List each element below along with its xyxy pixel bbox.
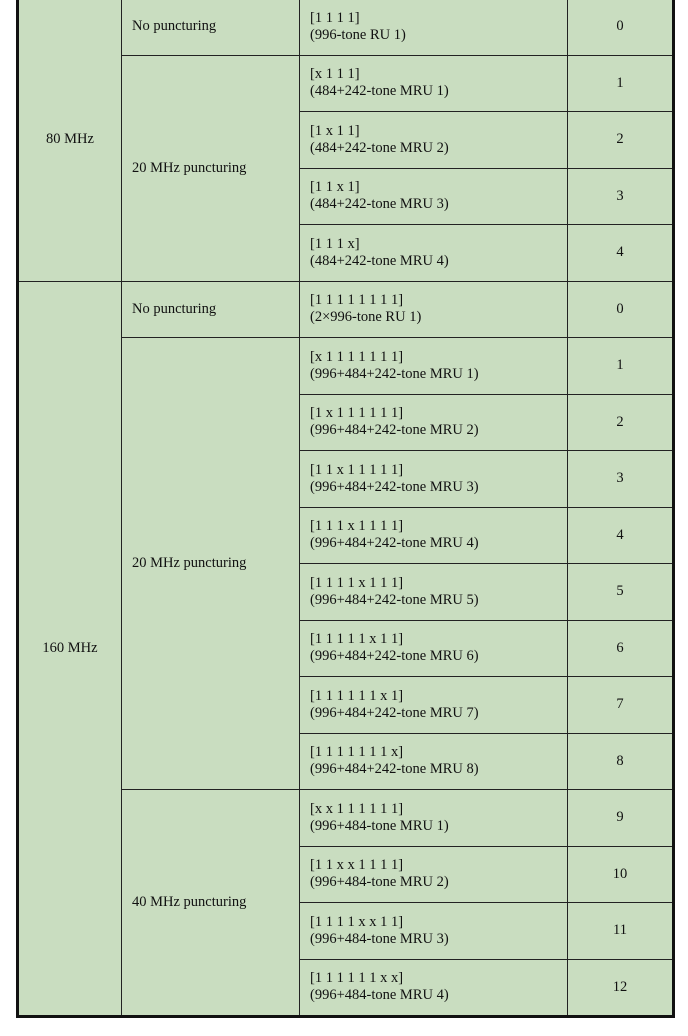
index-cell: 3 (568, 451, 674, 508)
index-cell: 5 (568, 564, 674, 621)
bandwidth-cell: 160 MHz (18, 281, 122, 1017)
puncturing-pattern-cell (300, 0, 568, 55)
ru-mru-label: (996+484+242-tone MRU 1) (310, 365, 479, 382)
index-cell: 10 (568, 846, 674, 903)
pattern-bitmap: [1 1 1 1] (310, 9, 360, 26)
pattern-bitmap: [1 1 x 1 1 1 1 1] (310, 461, 404, 478)
puncturing-pattern-cell (300, 564, 568, 621)
index-cell: 8 (568, 733, 674, 790)
ru-mru-label: (2×996-tone RU 1) (310, 309, 422, 326)
pattern-bitmap: [1 1 x 1] (310, 179, 360, 196)
index-cell: 2 (568, 112, 674, 169)
index-cell: 7 (568, 677, 674, 734)
puncturing-mode-cell: No puncturing (122, 0, 300, 55)
ru-mru-label: (996+484-tone MRU 2) (310, 874, 449, 891)
puncturing-pattern-cell (300, 507, 568, 564)
puncturing-pattern-cell (300, 620, 568, 677)
pattern-bitmap: [1 1 1 1 1 1 1 1] (310, 292, 404, 309)
pattern-bitmap: [1 x 1 1] (310, 122, 360, 139)
table-body (18, 0, 674, 1017)
index-cell: 4 (568, 225, 674, 282)
pattern-bitmap: [1 1 x x 1 1 1 1] (310, 857, 404, 874)
index-cell: 11 (568, 903, 674, 960)
puncturing-pattern-cell (300, 959, 568, 1017)
pattern-bitmap: [1 1 1 1 x 1 1 1] (310, 574, 404, 591)
pattern-bitmap: [x 1 1 1 1 1 1 1] (310, 348, 404, 365)
ru-mru-label: (996+484+242-tone MRU 3) (310, 478, 479, 495)
puncturing-mode-cell: 20 MHz puncturing (122, 338, 300, 790)
puncturing-pattern-cell (300, 112, 568, 169)
ru-mru-label: (996+484+242-tone MRU 4) (310, 535, 479, 552)
puncturing-pattern-cell (300, 451, 568, 508)
ru-mru-label: (996+484+242-tone MRU 8) (310, 761, 479, 778)
puncturing-pattern-cell (300, 733, 568, 790)
puncturing-pattern-cell (300, 790, 568, 847)
puncturing-pattern-cell (300, 225, 568, 282)
puncturing-pattern-cell (300, 55, 568, 112)
index-cell: 3 (568, 168, 674, 225)
ru-mru-label: (996+484+242-tone MRU 2) (310, 422, 479, 439)
ru-mru-label: (484+242-tone MRU 4) (310, 252, 449, 269)
index-cell: 9 (568, 790, 674, 847)
pattern-bitmap: [1 1 1 1 1 1 1 x] (310, 744, 404, 761)
ru-mru-label: (996+484-tone MRU 4) (310, 987, 449, 1004)
table-row (18, 0, 674, 55)
pattern-bitmap: [1 x 1 1 1 1 1 1] (310, 405, 404, 422)
index-cell: 1 (568, 55, 674, 112)
index-cell: 6 (568, 620, 674, 677)
pattern-bitmap: [x 1 1 1] (310, 66, 360, 83)
index-cell: 0 (568, 0, 674, 55)
ru-mru-label: (484+242-tone MRU 2) (310, 139, 449, 156)
puncturing-pattern-cell (300, 281, 568, 338)
puncturing-mode-cell: 40 MHz puncturing (122, 790, 300, 1017)
index-cell: 1 (568, 338, 674, 395)
puncturing-pattern-table (16, 0, 675, 1018)
pattern-bitmap: [1 1 1 1 1 x 1 1] (310, 631, 404, 648)
puncturing-mode-cell: 20 MHz puncturing (122, 55, 300, 281)
ru-mru-label: (996+484-tone MRU 3) (310, 930, 449, 947)
ru-mru-label: (484+242-tone MRU 1) (310, 83, 449, 100)
puncturing-pattern-cell (300, 168, 568, 225)
pattern-bitmap: [1 1 1 1 1 1 x x] (310, 970, 404, 987)
bandwidth-cell: 80 MHz (18, 0, 122, 281)
puncturing-pattern-cell (300, 903, 568, 960)
index-cell: 4 (568, 507, 674, 564)
ru-mru-label: (996+484+242-tone MRU 6) (310, 648, 479, 665)
index-cell: 12 (568, 959, 674, 1017)
index-cell: 0 (568, 281, 674, 338)
ru-mru-label: (996+484-tone MRU 1) (310, 817, 449, 834)
pattern-bitmap: [x x 1 1 1 1 1 1] (310, 800, 404, 817)
pattern-bitmap: [1 1 1 x] (310, 235, 360, 252)
puncturing-pattern-cell (300, 846, 568, 903)
table-row (18, 281, 674, 338)
pattern-bitmap: [1 1 1 1 1 1 x 1] (310, 687, 404, 704)
pattern-bitmap: [1 1 1 x 1 1 1 1] (310, 518, 404, 535)
puncturing-pattern-cell (300, 338, 568, 395)
ru-mru-label: (996-tone RU 1) (310, 26, 406, 43)
ru-mru-label: (996+484+242-tone MRU 7) (310, 704, 479, 721)
puncturing-mode-cell: No puncturing (122, 281, 300, 338)
puncturing-pattern-cell (300, 394, 568, 451)
puncturing-pattern-cell (300, 677, 568, 734)
ru-mru-label: (484+242-tone MRU 3) (310, 196, 449, 213)
pattern-bitmap: [1 1 1 1 x x 1 1] (310, 913, 404, 930)
index-cell: 2 (568, 394, 674, 451)
ru-mru-label: (996+484+242-tone MRU 5) (310, 591, 479, 608)
